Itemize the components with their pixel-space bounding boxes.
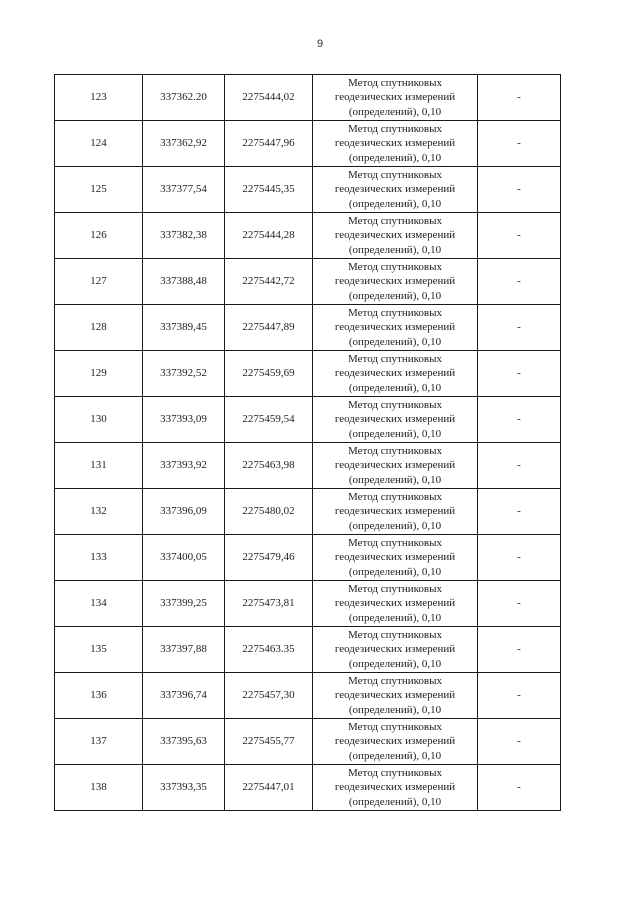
method-line: геодезических измерений [334,597,456,610]
y-coordinate-cell: 2275479,46 [225,535,313,581]
table-row [55,75,561,121]
method-line: (определений), 0,10 [348,427,442,440]
table-row [55,397,561,443]
point-number-cell: 126 [55,213,143,259]
table-row [55,167,561,213]
y-coordinate-cell: 2275463.35 [225,627,313,673]
method-line: геодезических измерений [334,735,456,748]
point-number-cell: 136 [55,673,143,719]
note-cell: - [478,305,561,351]
x-coordinate-cell: 337400,05 [143,535,225,581]
method-line: Метод спутниковых [348,398,442,411]
method-cell [313,719,478,765]
note-cell: - [478,489,561,535]
method-line: Метод спутниковых [348,582,442,595]
method-line: Метод спутниковых [348,490,442,503]
note-cell: - [478,75,561,121]
method-line: геодезических измерений [334,91,456,104]
method-line: геодезических измерений [334,643,456,656]
method-line: Метод спутниковых [348,168,442,181]
table-row [55,581,561,627]
note-cell: - [478,627,561,673]
method-line: геодезических измерений [334,689,456,702]
method-line: геодезических измерений [334,137,456,150]
x-coordinate-cell: 337389,45 [143,305,225,351]
table-row [55,259,561,305]
y-coordinate-cell: 2275445,35 [225,167,313,213]
point-number-cell: 124 [55,121,143,167]
method-line: геодезических измерений [334,505,456,518]
x-coordinate-cell: 337399,25 [143,581,225,627]
y-coordinate-cell: 2275473,81 [225,581,313,627]
point-number-cell: 138 [55,765,143,811]
table-row [55,765,561,811]
method-line: Метод спутниковых [348,674,442,687]
point-number-cell: 130 [55,397,143,443]
method-cell [313,213,478,259]
method-line: (определений), 0,10 [348,335,442,348]
method-line: (определений), 0,10 [348,381,442,394]
method-line: (определений), 0,10 [348,657,442,670]
note-cell: - [478,535,561,581]
point-number-cell: 129 [55,351,143,397]
table-row [55,213,561,259]
method-cell [313,75,478,121]
method-cell [313,443,478,489]
point-number-cell: 125 [55,167,143,213]
table-row [55,305,561,351]
note-cell: - [478,397,561,443]
y-coordinate-cell: 2275459,54 [225,397,313,443]
x-coordinate-cell: 337396,09 [143,489,225,535]
point-number-cell: 131 [55,443,143,489]
table-row [55,443,561,489]
method-line: геодезических измерений [334,367,456,380]
method-cell [313,397,478,443]
method-line: Метод спутниковых [348,766,442,779]
method-line: (определений), 0,10 [348,151,442,164]
method-line: геодезических измерений [334,413,456,426]
method-line: геодезических измерений [334,229,456,242]
x-coordinate-cell: 337388,48 [143,259,225,305]
point-number-cell: 123 [55,75,143,121]
method-line: геодезических измерений [334,459,456,472]
coordinates-table-body [55,75,561,811]
y-coordinate-cell: 2275457,30 [225,673,313,719]
x-coordinate-cell: 337397,88 [143,627,225,673]
page-number: 9 [316,38,324,50]
y-coordinate-cell: 2275459,69 [225,351,313,397]
note-cell: - [478,719,561,765]
table-row [55,121,561,167]
point-number-cell: 134 [55,581,143,627]
method-line: геодезических измерений [334,275,456,288]
method-line: (определений), 0,10 [348,197,442,210]
method-line: Метод спутниковых [348,628,442,641]
y-coordinate-cell: 2275447,01 [225,765,313,811]
method-cell [313,765,478,811]
method-cell [313,627,478,673]
table-row [55,489,561,535]
method-cell [313,673,478,719]
x-coordinate-cell: 337393,92 [143,443,225,489]
method-cell [313,581,478,627]
note-cell: - [478,581,561,627]
point-number-cell: 128 [55,305,143,351]
method-line: геодезических измерений [334,321,456,334]
method-line: (определений), 0,10 [348,795,442,808]
table-row [55,351,561,397]
note-cell: - [478,121,561,167]
table-row [55,719,561,765]
method-cell [313,259,478,305]
method-line: Метод спутниковых [348,536,442,549]
method-line: (определений), 0,10 [348,565,442,578]
method-line: (определений), 0,10 [348,749,442,762]
y-coordinate-cell: 2275463,98 [225,443,313,489]
note-cell: - [478,673,561,719]
method-cell [313,535,478,581]
table-row [55,673,561,719]
x-coordinate-cell: 337382,38 [143,213,225,259]
note-cell: - [478,443,561,489]
table-row [55,627,561,673]
method-line: (определений), 0,10 [348,703,442,716]
method-line: Метод спутниковых [348,444,442,457]
note-cell: - [478,351,561,397]
method-line: геодезических измерений [334,781,456,794]
method-line: Метод спутниковых [348,122,442,135]
note-cell: - [478,259,561,305]
method-line: Метод спутниковых [348,352,442,365]
x-coordinate-cell: 337395,63 [143,719,225,765]
x-coordinate-cell: 337392,52 [143,351,225,397]
method-line: (определений), 0,10 [348,519,442,532]
method-cell [313,489,478,535]
method-line: геодезических измерений [334,183,456,196]
y-coordinate-cell: 2275444,02 [225,75,313,121]
method-line: Метод спутниковых [348,76,442,89]
x-coordinate-cell: 337393,09 [143,397,225,443]
method-line: (определений), 0,10 [348,473,442,486]
note-cell: - [478,765,561,811]
method-line: Метод спутниковых [348,214,442,227]
method-line: (определений), 0,10 [348,611,442,624]
point-number-cell: 133 [55,535,143,581]
y-coordinate-cell: 2275455,77 [225,719,313,765]
x-coordinate-cell: 337377,54 [143,167,225,213]
x-coordinate-cell: 337362.20 [143,75,225,121]
x-coordinate-cell: 337396,74 [143,673,225,719]
table-row [55,535,561,581]
point-number-cell: 137 [55,719,143,765]
x-coordinate-cell: 337393,35 [143,765,225,811]
method-cell [313,167,478,213]
point-number-cell: 132 [55,489,143,535]
point-number-cell: 135 [55,627,143,673]
note-cell: - [478,167,561,213]
y-coordinate-cell: 2275444,28 [225,213,313,259]
method-line: (определений), 0,10 [348,289,442,302]
point-number-cell: 127 [55,259,143,305]
y-coordinate-cell: 2275442,72 [225,259,313,305]
method-line: Метод спутниковых [348,720,442,733]
y-coordinate-cell: 2275447,96 [225,121,313,167]
method-line: Метод спутниковых [348,260,442,273]
coordinates-table [54,74,561,811]
method-cell [313,351,478,397]
y-coordinate-cell: 2275447,89 [225,305,313,351]
method-cell [313,305,478,351]
method-line: Метод спутниковых [348,306,442,319]
method-line: геодезических измерений [334,551,456,564]
x-coordinate-cell: 337362,92 [143,121,225,167]
method-line: (определений), 0,10 [348,243,442,256]
y-coordinate-cell: 2275480,02 [225,489,313,535]
method-line: (определений), 0,10 [348,105,442,118]
method-cell [313,121,478,167]
note-cell: - [478,213,561,259]
